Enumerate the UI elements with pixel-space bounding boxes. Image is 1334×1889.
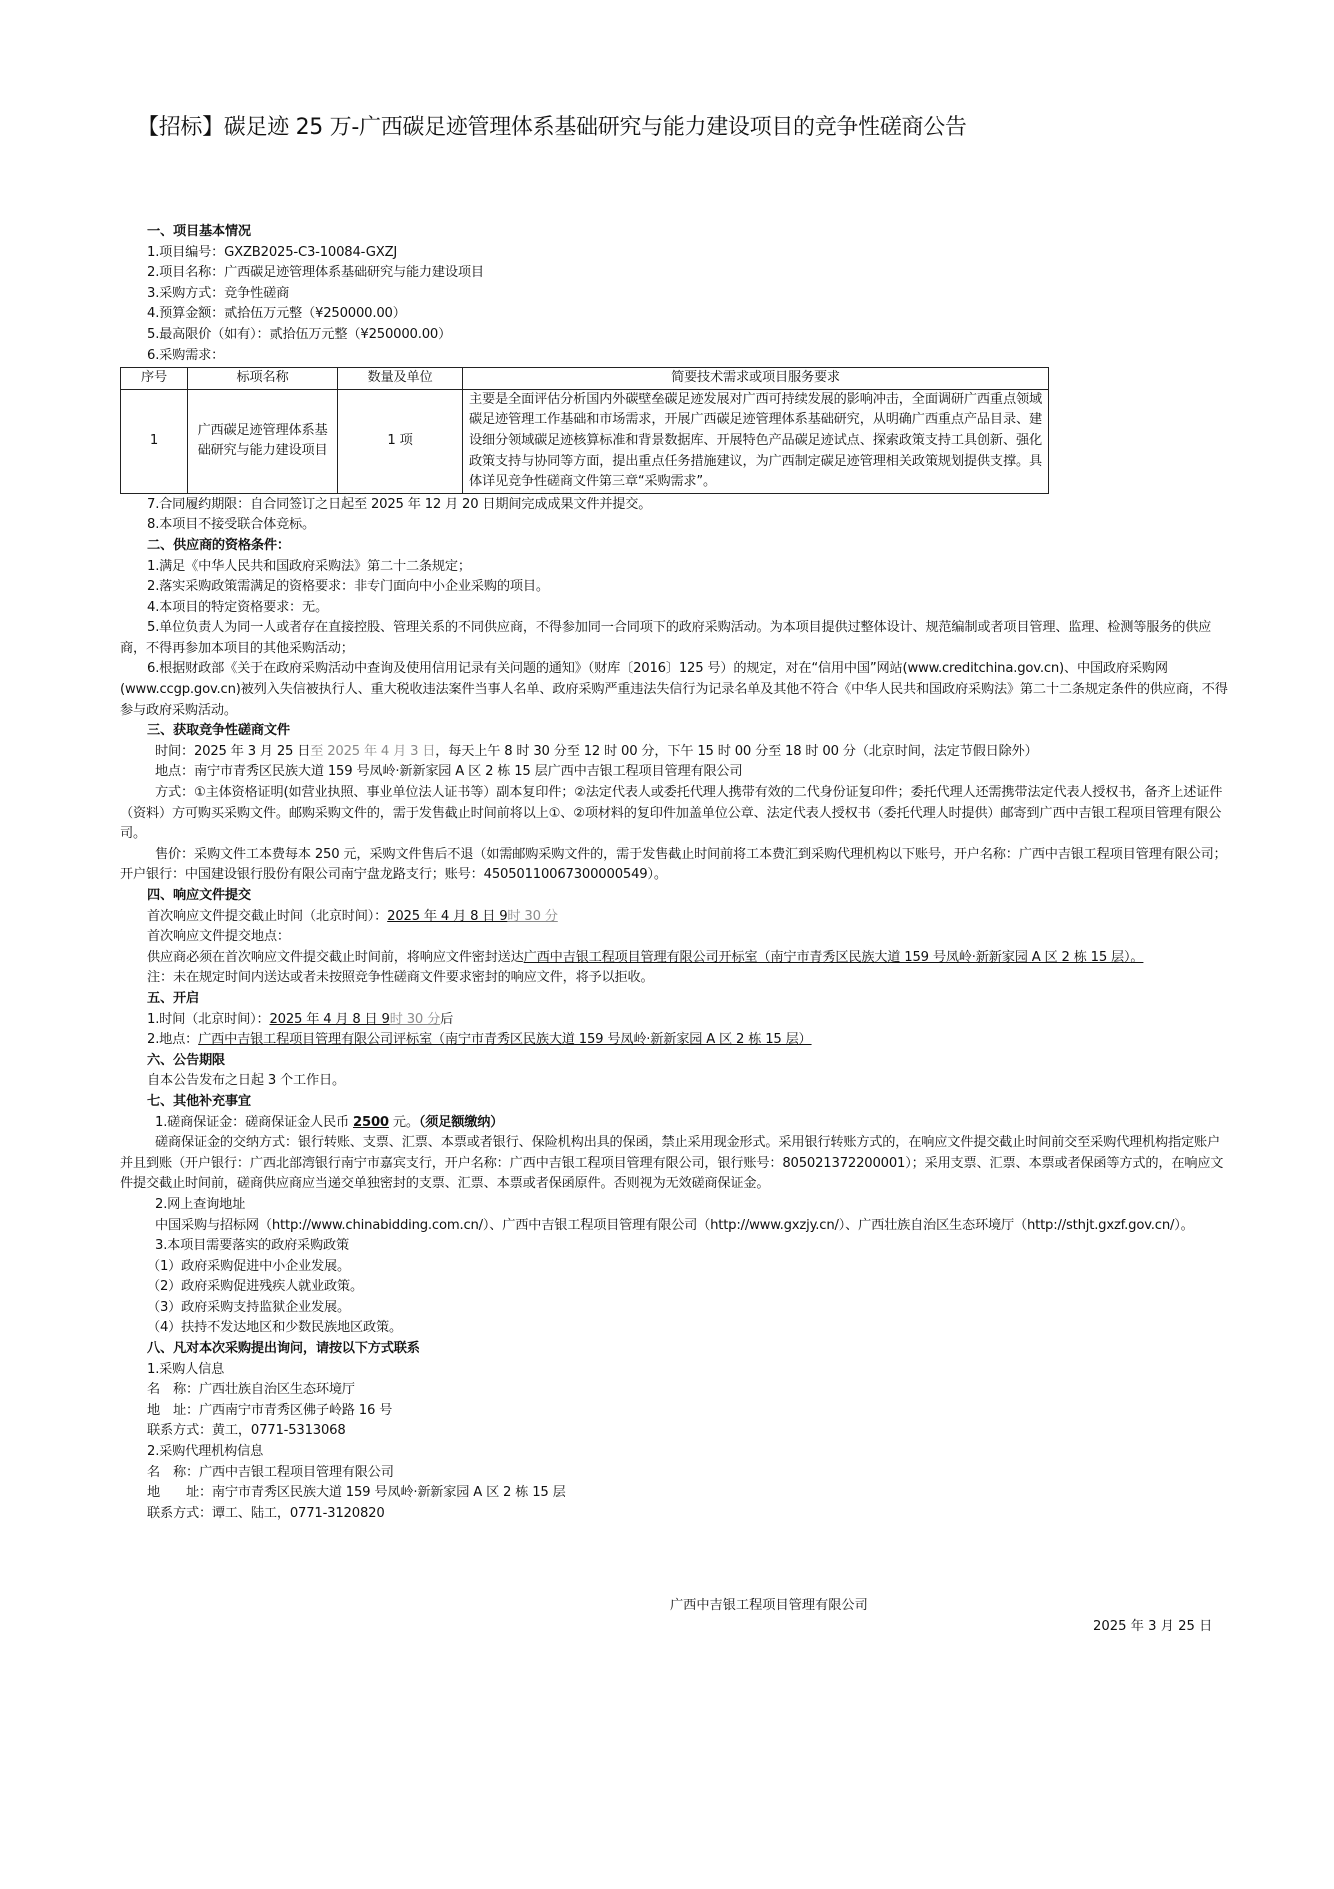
submission-place [120, 948, 1230, 969]
qualification-6: 6.根据财政部《关于在政府采购活动中查询及使用信用记录有关问题的通知》（财库〔2016〕125 号）的规定，对在“信用中国”网站(www.creditchina.gov.cn)、中国政府采购网(www.ccgp.gov.cn)被列入失信被执行人、重大税收违法案件当事人名单、政府采购严重违法失信行为记录名单及其他不符合《中华人民共和国政府采购法》第二十二条规定条件的供应商，不得参与政府采购活动。 [120, 661, 1228, 718]
deposit-method: 磋商保证金的交纳方式：银行转账、支票、汇票、本票或者银行、保险机构出具的保函，禁止采用现金形式。采用银行转账方式的，在响应文件提交截止时间前交至采购代理机构指定账户并且到账（开户银行：广西北部湾银行南宁市嘉宾支行，开户名称：广西中吉银工程项目管理有限公司，银行账号：805021372200001）；采用支票、汇票、本票或者保函等方式的，在响应文件提交截止时间前，磋商供应商应当递交单独密封的支票、汇票、本票或者保函原件。否则视为无效磋商保证金。 [120, 1135, 1224, 1192]
opening-place [120, 1030, 1230, 1051]
table-row [121, 389, 1049, 493]
cell-desc: 主要是全面评估分析国内外碳壁垒碳足迹发展对广西可持续发展的影响冲击，全面调研广西重点领域碳足迹管理工作基础和市场需求，开展广西碳足迹管理体系基础研究，从明确广西重点产品目录、建设细分领域碳足迹核算标准和背景数据库、开展特色产品碳足迹试点、探索政策支持工具创新、强化政策支持与协同等方面，提出重点任务措施建议，为广西制定碳足迹管理相关政策规划提供支撑。具体详见竞争性磋商文件第三章“采购需求”。 [463, 389, 1049, 493]
cell-qty: 1 项 [338, 389, 463, 493]
obtain-time-hours: ，每天上午 8 时 30 分至 12 时 00 分，下午 15 时 00 分至 18 时 00 分（北京时间，法定节假日除外） [435, 743, 1038, 759]
policy-item: （2）政府采购促进残疾人就业政策。 [147, 1279, 363, 1295]
opening-time-hour: 时 30 分 [389, 1011, 441, 1027]
submission-deadline [120, 907, 1230, 928]
cell-name: 广西碳足迹管理体系基础研究与能力建设项目 [188, 389, 338, 493]
obtain-time [120, 742, 1230, 763]
opening-place-address: 广西中吉银工程项目管理有限公司评标室（南宁市青秀区民族大道 159 号凤岭·新新家园 A 区 2 栋 15 层） [198, 1032, 812, 1048]
col-header-name: 标项名称 [188, 368, 338, 390]
policy-item: （3）政府采购支持监狱企业发展。 [147, 1299, 351, 1315]
qualification-5: 5.单位负责人为同一人或者存在直接控股、管理关系的不同供应商，不得参加同一合同项下的政府采购活动。为本项目提供过整体设计、规范编制或者项目管理、监理、检测等服务的供应商，不得再参加本项目的其他采购活动； [120, 620, 1212, 656]
section-heading-submission: 四、响应文件提交 [147, 888, 251, 903]
opening-time [120, 1010, 1230, 1031]
signature-organization: 广西中吉银工程项目管理有限公司 [670, 1598, 868, 1613]
qualification-2: 2.落实采购政策需满足的资格要求：非专门面向中小企业采购的项目。 [147, 579, 549, 595]
obtain-time-start: 时间：2025 年 3 月 25 日 [155, 743, 311, 759]
submission-note: 注：未在规定时间内送达或者未按照竞争性磋商文件要求密封的响应文件，将予以拒收。 [147, 970, 654, 986]
section-heading-qualifications: 二、供应商的资格条件： [147, 537, 290, 553]
procurement-needs-label: 6.采购需求： [147, 347, 225, 363]
submission-place-address: 广西中吉银工程项目管理有限公司开标室（南宁市青秀区民族大道 159 号凤岭·新新家园 A 区 2 栋 15 层）。 [523, 949, 1144, 965]
col-header-no: 序号 [121, 368, 188, 390]
deposit-amount: 2500 [353, 1114, 389, 1130]
opening-time-label: 1.时间（北京时间）： [147, 1011, 270, 1027]
submission-place-label: 首次响应文件提交地点： [147, 929, 290, 945]
obtain-method: 方式：①主体资格证明(如营业执照、事业单位法人证书等）副本复印件；②法定代表人或委托代理人携带有效的二代身份证复印件；委托代理人还需携带法定代表人授权书，备齐上述证件（资料）方可购买采购文件。邮购采购文件的，需于发售截止时间前将以上①、②项材料的复印件加盖单位公章、法定代表人授权书（委托代理人时提供）邮寄到广西中吉银工程项目管理有限公司。 [120, 785, 1223, 842]
col-header-qty: 数量及单位 [338, 368, 463, 390]
opening-place-label: 2.地点： [147, 1032, 199, 1048]
obtain-place: 地点：南宁市青秀区民族大道 159 号凤岭·新新家园 A 区 2 栋 15 层广西中吉银工程项目管理有限公司 [155, 764, 743, 780]
max-price: 5.最高限价（如有）：贰拾伍万元整（¥250000.00） [147, 326, 452, 342]
table-header-row [121, 368, 1049, 390]
contract-period: 7.合同履约期限：自合同签订之日起至 2025 年 12 月 20 日期间完成成果文件并提交。 [147, 496, 652, 512]
online-query-links: 中国采购与招标网（http://www.chinabidding.com.cn/）、广西中吉银工程项目管理有限公司（http://www.gxzjy.cn/）、广西壮族自治区生态环境厅（http://sthjt.gxzf.gov.cn/）。 [155, 1217, 1194, 1233]
deposit-prefix: 1.磋商保证金：磋商保证金人民币 [155, 1114, 353, 1130]
project-name: 2.项目名称：广西碳足迹管理体系基础研究与能力建设项目 [147, 265, 484, 281]
project-number: 1.项目编号：GXZB2025-C3-10084-GXZJ [147, 244, 398, 260]
opening-time-date: 2025 年 4 月 8 日 9 [269, 1011, 390, 1027]
agent-contact: 联系方式：谭工、陆工，0771-3120820 [147, 1505, 385, 1521]
page-title: 【招标】碳足迹 25 万-广西碳足迹管理体系基础研究与能力建设项目的竞争性磋商公告 [137, 115, 967, 140]
budget-amount: 4.预算金额：贰拾伍万元整（¥250000.00） [147, 306, 406, 322]
buyer-address: 地 址：广西南宁市青秀区佛子岭路 16 号 [147, 1402, 393, 1418]
submission-deadline-date: 2025 年 4 月 8 日 9 [387, 908, 508, 924]
procurement-method: 3.采购方式：竞争性磋商 [147, 285, 290, 301]
opening-time-suffix: 后 [440, 1011, 454, 1027]
agent-address: 地 址：南宁市青秀区民族大道 159 号凤岭·新新家园 A 区 2 栋 15 层 [147, 1485, 566, 1501]
policy-item: （4）扶持不发达地区和少数民族地区政策。 [147, 1320, 402, 1336]
submission-deadline-time: 时 30 分 [507, 908, 558, 924]
section-heading-notice-period: 六、公告期限 [147, 1052, 225, 1068]
qualification-1: 1.满足《中华人民共和国政府采购法》第二十二条规定； [147, 558, 471, 574]
signature-date: 2025 年 3 月 25 日 [1093, 1619, 1213, 1634]
qualification-4: 4.本项目的特定资格要求：无。 [147, 599, 329, 615]
deposit-line [120, 1113, 1230, 1134]
obtain-price: 售价：采购文件工本费每本 250 元，采购文件售后不退（如需邮购采购文件的，需于发售截止时间前将工本费汇到采购代理机构以下账号，开户名称：广西中吉银工程项目管理有限公司；开户银行：中国建设银行股份有限公司南宁盘龙路支行；账号：45050110067300000549）。 [120, 846, 1227, 883]
buyer-contact: 联系方式：黄工，0771-5313068 [147, 1423, 346, 1439]
deposit-note: （须足额缴纳） [418, 1114, 504, 1130]
buyer-name: 名 称：广西壮族自治区生态环境厅 [147, 1382, 355, 1398]
section-heading-basic-info: 一、项目基本情况 [147, 224, 251, 239]
section-heading-opening: 五、开启 [147, 990, 199, 1006]
agent-info-label: 2.采购代理机构信息 [147, 1444, 264, 1460]
online-query-label: 2.网上查询地址 [155, 1196, 246, 1212]
cell-no: 1 [121, 389, 188, 493]
submission-deadline-label: 首次响应文件提交截止时间（北京时间）： [147, 908, 388, 924]
agent-name: 名 称：广西中吉银工程项目管理有限公司 [147, 1464, 394, 1480]
col-header-desc: 简要技术需求或项目服务要求 [463, 368, 1049, 390]
section-heading-obtain-docs: 三、获取竞争性磋商文件 [147, 723, 290, 739]
deposit-suffix: 元。 [388, 1114, 419, 1130]
requirements-table [120, 367, 1049, 494]
section-heading-contact: 八、凡对本次采购提出询问，请按以下方式联系 [147, 1341, 420, 1357]
policy-item: （1）政府采购促进中小企业发展。 [147, 1258, 351, 1274]
buyer-info-label: 1.采购人信息 [147, 1361, 225, 1377]
notice-period-text: 自本公告发布之日起 3 个工作日。 [147, 1073, 345, 1089]
document-body [120, 222, 1230, 1524]
policy-label: 3.本项目需要落实的政府采购政策 [155, 1238, 350, 1254]
obtain-time-end: 至 2025 年 4 月 3 日 [310, 743, 436, 759]
submission-place-prefix: 供应商必须在首次响应文件提交截止时间前，将响应文件密封送达 [147, 949, 524, 965]
section-heading-other: 七、其他补充事宜 [147, 1093, 251, 1109]
no-consortium: 8.本项目不接受联合体竞标。 [147, 517, 316, 533]
